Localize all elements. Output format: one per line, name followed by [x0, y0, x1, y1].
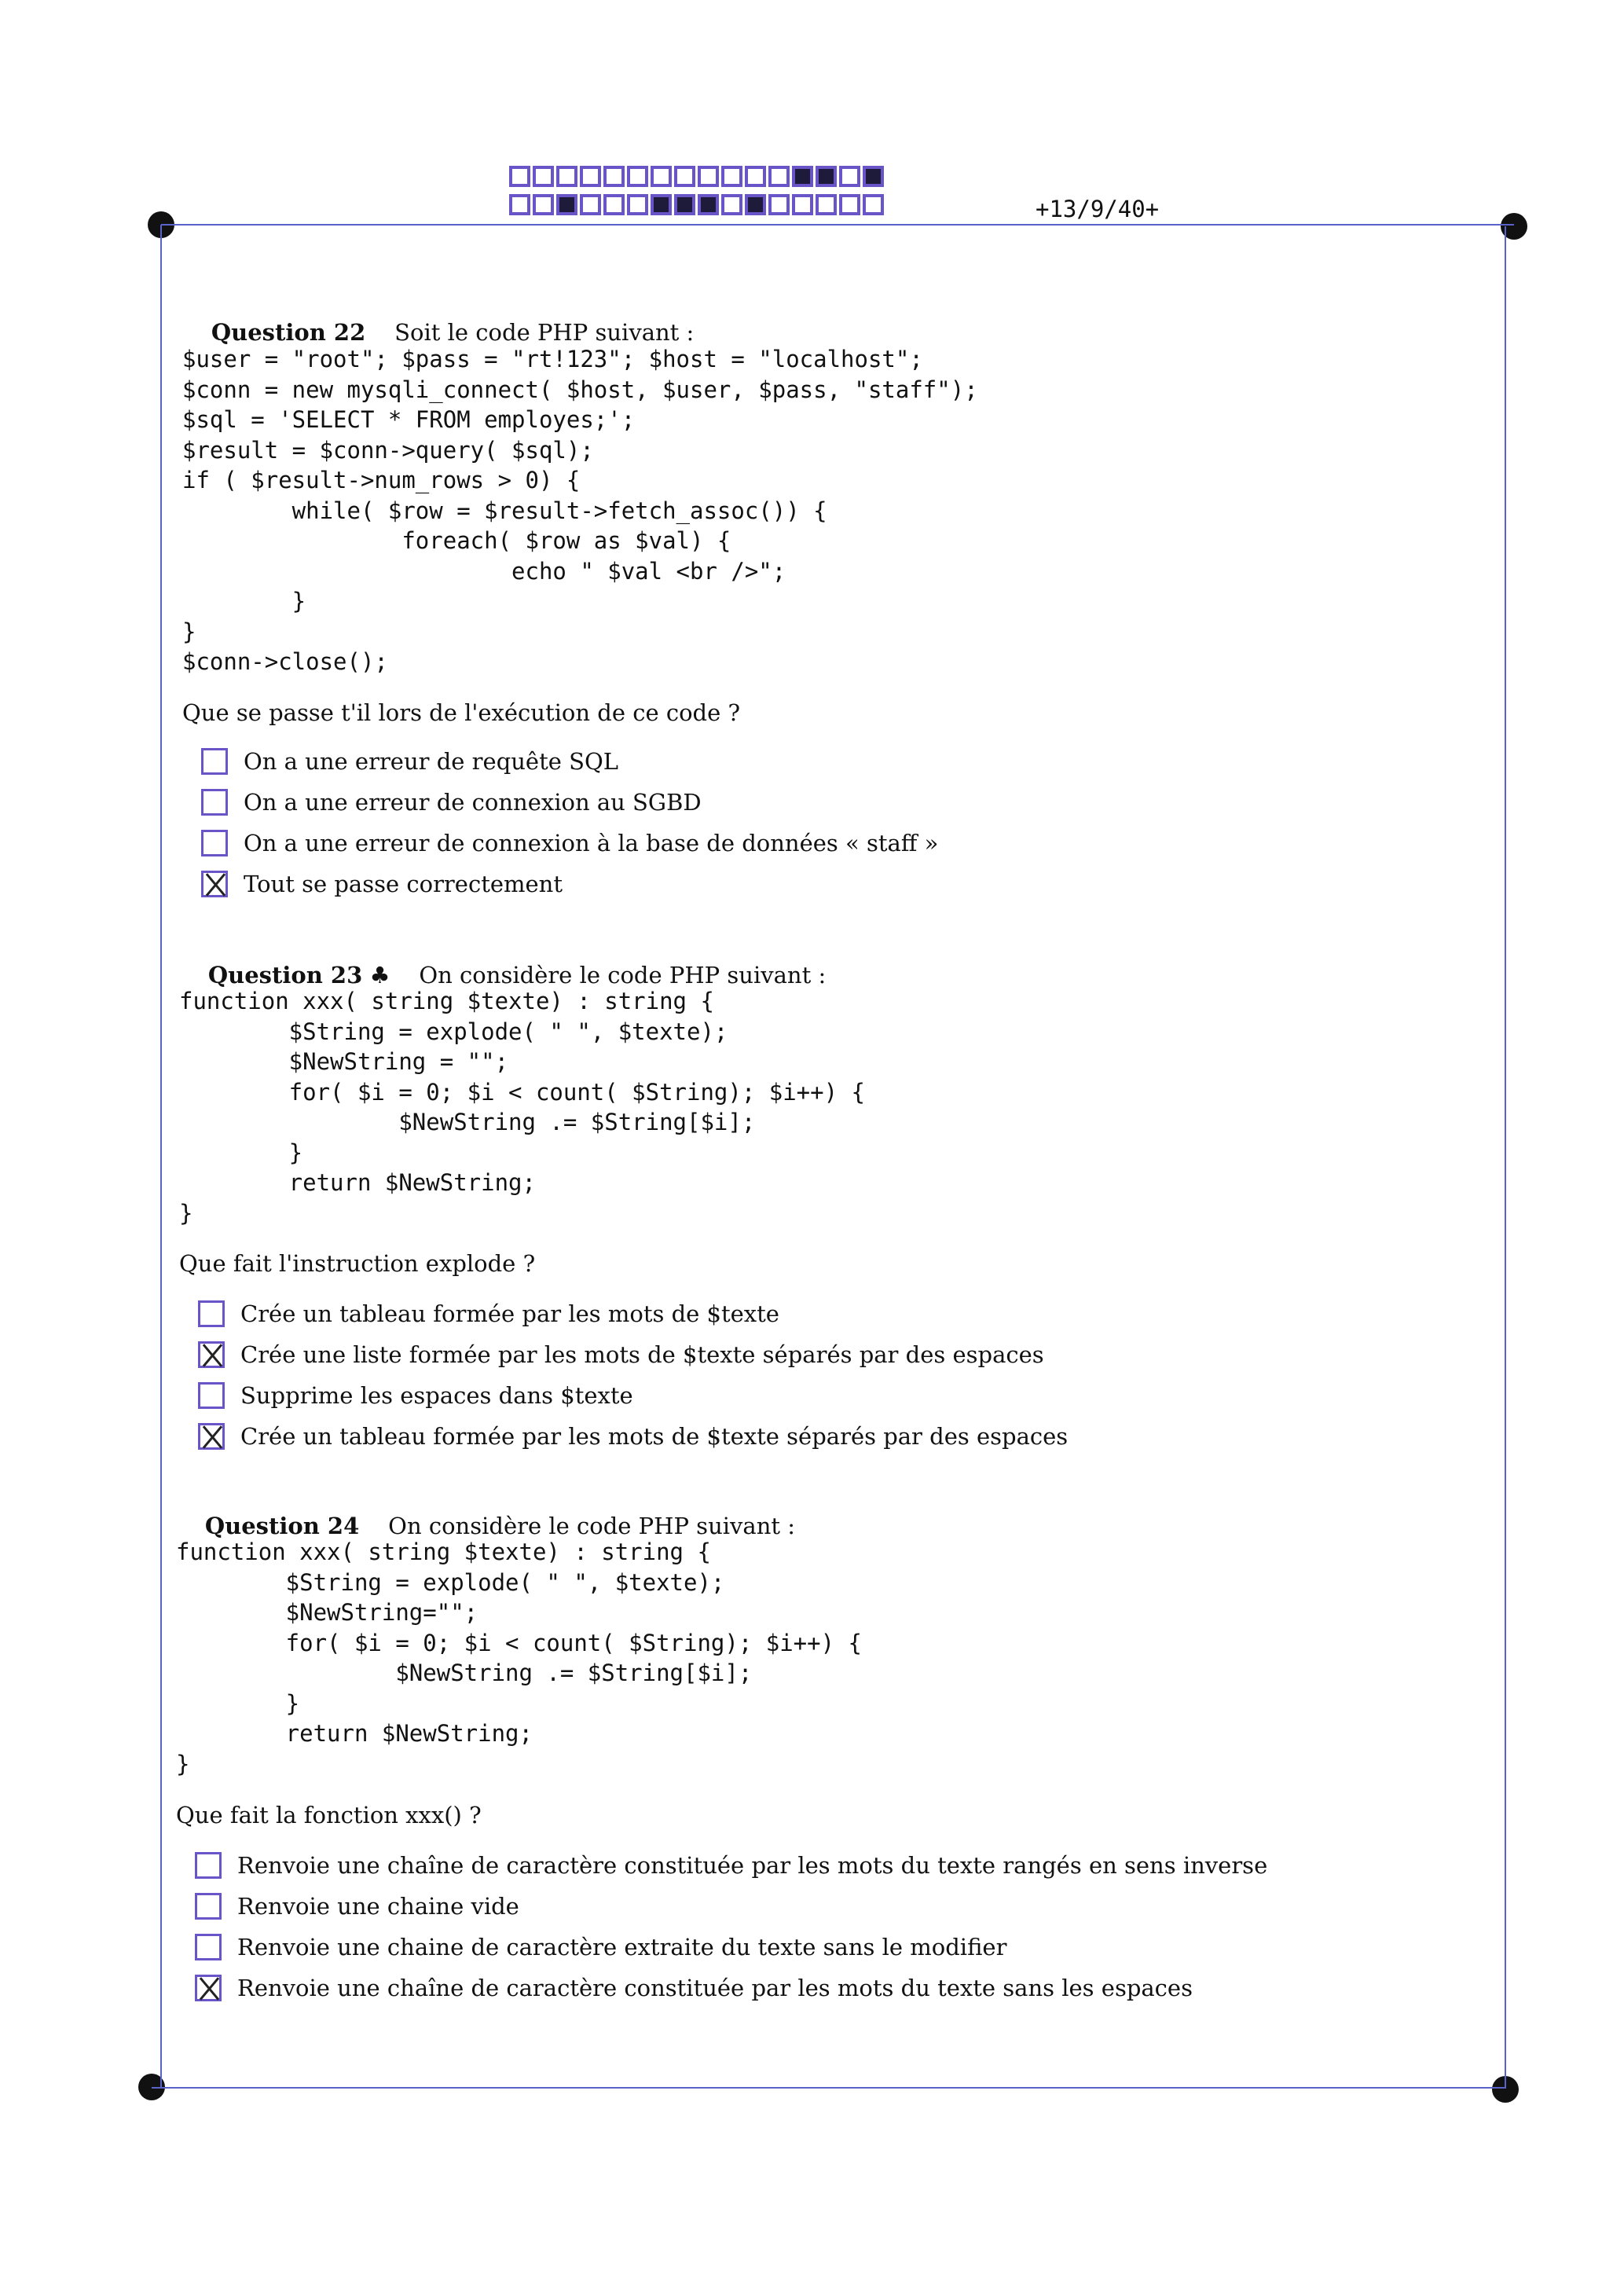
barcode-cell — [745, 194, 766, 215]
barcode-cell — [792, 166, 813, 187]
barcode-cell — [533, 194, 554, 215]
barcode-cell — [556, 166, 577, 187]
option-label: Renvoie une chaine vide — [237, 1893, 519, 1920]
option-label: Tout se passe correctement — [244, 871, 563, 897]
frame-top — [161, 224, 1514, 226]
barcode-cell — [839, 166, 860, 187]
barcode-cell — [603, 194, 625, 215]
q24-option-2[interactable] — [195, 1893, 519, 1920]
checkbox[interactable] — [198, 1341, 225, 1368]
checkbox[interactable] — [198, 1300, 225, 1327]
q22-option-3[interactable] — [201, 830, 938, 856]
barcode-cell — [721, 194, 742, 215]
q23-option-4[interactable] — [198, 1423, 1068, 1450]
checkbox[interactable] — [195, 1934, 222, 1960]
checkbox[interactable] — [195, 1852, 222, 1879]
option-label: Supprime les espaces dans $texte — [240, 1382, 633, 1409]
option-label: On a une erreur de connexion à la base de données « staff » — [244, 830, 939, 856]
checkbox[interactable] — [201, 748, 228, 775]
question-23-code: function xxx( string $texte) : string { $String = explode( " ", $texte); $NewString = ""; for( $i = 0; $i < count( $String); $i++) { $NewString .= $String[$i]; } return $NewString; } — [179, 988, 865, 1227]
barcode-cell — [651, 194, 672, 215]
question-24-code: function xxx( string $texte) : string { $String = explode( " ", $texte); $NewString=""; for( $i = 0; $i < count( $String); $i++) { $NewString .= $String[$i]; } return $NewString; } — [176, 1539, 862, 1777]
q24-option-3[interactable] — [195, 1934, 1006, 1960]
question-label: Question 23 — [207, 962, 363, 988]
question-label: Question 22 — [211, 319, 366, 346]
barcode-cell — [721, 166, 742, 187]
option-label: Crée une liste formée par les mots de $texte séparés par des espaces — [240, 1341, 1044, 1368]
barcode-row-1 — [509, 166, 886, 187]
q24-option-1[interactable] — [195, 1852, 1267, 1879]
checkbox[interactable] — [201, 871, 228, 897]
barcode-cell — [745, 166, 766, 187]
page-code: +13/9/40+ — [1036, 196, 1160, 222]
question-intro: On considère le code PHP suivant : — [388, 1513, 796, 1539]
barcode-cell — [816, 194, 837, 215]
barcode-cell — [556, 194, 577, 215]
barcode-cell — [627, 166, 648, 187]
barcode-cell — [863, 194, 884, 215]
checkbox[interactable] — [195, 1975, 222, 2001]
q22-option-2[interactable] — [201, 789, 702, 816]
question-label: Question 24 — [204, 1513, 360, 1539]
option-label: Renvoie une chaîne de caractère constituée par les mots du texte rangés en sens inverse — [237, 1852, 1268, 1879]
barcode-cell — [674, 166, 695, 187]
option-label: Renvoie une chaine de caractère extraite du texte sans le modifier — [237, 1934, 1007, 1960]
barcode-cell — [768, 194, 790, 215]
question-24-prompt: Que fait la fonction xxx() ? — [176, 1802, 482, 1828]
frame-right — [1505, 226, 1506, 2089]
q23-option-2[interactable] — [198, 1341, 1044, 1368]
barcode-cell — [839, 194, 860, 215]
option-label: On a une erreur de connexion au SGBD — [244, 789, 702, 816]
barcode-cell — [533, 166, 554, 187]
question-22-code: $user = "root"; $pass = "rt!123"; $host = "localhost"; $conn = new mysqli_connect( $host, $user, $pass, "staff"); $sql = 'SELECT * FROM employes;'; $result = $conn->query( $sql); if ( $result->num_rows > 0) { while( $row = $result->fetch_assoc()) { foreach( $row as $val) { echo " $val <br />"; } } $conn->close(); — [182, 346, 978, 675]
frame-left — [160, 225, 162, 2087]
checkbox[interactable] — [198, 1423, 225, 1450]
checkbox[interactable] — [195, 1893, 222, 1920]
question-23-prompt: Que fait l'instruction explode ? — [179, 1250, 536, 1277]
barcode-cell — [603, 166, 625, 187]
barcode-cell — [509, 166, 530, 187]
checkbox[interactable] — [201, 830, 228, 856]
option-label: On a une erreur de requête SQL — [244, 748, 619, 775]
option-label: Crée un tableau formée par les mots de $texte séparés par des espaces — [240, 1423, 1069, 1450]
question-22-prompt: Que se passe t'il lors de l'exécution de ce code ? — [182, 699, 741, 726]
option-label: Crée un tableau formée par les mots de $texte — [240, 1300, 779, 1327]
q22-option-1[interactable] — [201, 748, 618, 775]
q22-option-4[interactable] — [201, 871, 563, 897]
barcode-cell — [863, 166, 884, 187]
option-label: Renvoie une chaîne de caractère constituée par les mots du texte sans les espaces — [237, 1975, 1193, 2001]
barcode-cell — [768, 166, 790, 187]
barcode-cell — [698, 166, 719, 187]
checkbox[interactable] — [198, 1382, 225, 1409]
q24-option-4[interactable] — [195, 1975, 1193, 2001]
question-intro: On considère le code PHP suivant : — [419, 962, 827, 988]
barcode-cell — [580, 194, 601, 215]
barcode-cell — [651, 166, 672, 187]
question-suit: ♣ — [369, 962, 390, 988]
question-intro: Soit le code PHP suivant : — [394, 319, 695, 346]
barcode-cell — [698, 194, 719, 215]
barcode-cell — [627, 194, 648, 215]
barcode-cell — [580, 166, 601, 187]
barcode-cell — [674, 194, 695, 215]
q23-option-1[interactable] — [198, 1300, 779, 1327]
barcode-cell — [792, 194, 813, 215]
barcode-row-2 — [509, 194, 886, 215]
q23-option-3[interactable] — [198, 1382, 633, 1409]
barcode-cell — [816, 166, 837, 187]
frame-bottom — [152, 2087, 1505, 2089]
checkbox[interactable] — [201, 789, 228, 816]
barcode-cell — [509, 194, 530, 215]
